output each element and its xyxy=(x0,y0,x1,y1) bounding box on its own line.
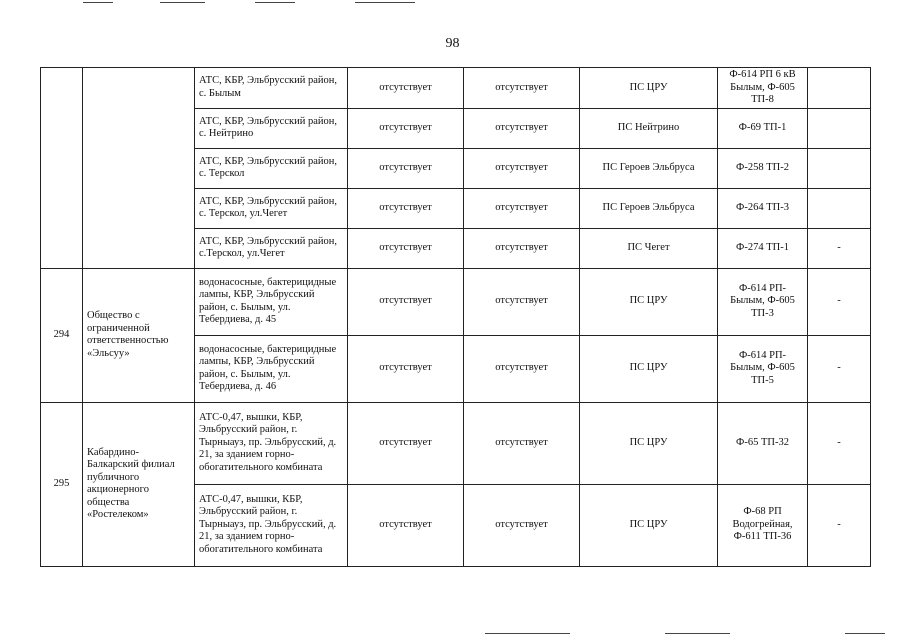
feeder-cell: Ф-65 ТП-32 xyxy=(718,402,808,484)
table-row xyxy=(41,402,871,484)
feeder-cell: Ф-258 ТП-2 xyxy=(718,148,808,188)
feeder-cell: Ф-614 РП-Былым, Ф-605 ТП-5 xyxy=(718,335,808,402)
substation-cell: ПС ЦРУ xyxy=(580,268,718,335)
col4-cell: отсутствует xyxy=(464,188,580,228)
col4-cell: отсутствует xyxy=(464,108,580,148)
substation-cell: ПС Героев Эльбруса xyxy=(580,188,718,228)
col3-cell: отсутствует xyxy=(348,108,464,148)
substation-cell: ПС ЦРУ xyxy=(580,335,718,402)
col3-cell: отсутствует xyxy=(348,335,464,402)
table-row xyxy=(41,68,871,109)
last-cell: - xyxy=(808,484,871,566)
substation-cell: ПС ЦРУ xyxy=(580,484,718,566)
object-cell: водонасосные, бактерицидные лампы, КБР, Эльбрусский район, с. Былым, ул. Тебердиева, д. 45 xyxy=(195,268,348,335)
document-table xyxy=(40,67,871,567)
row-number-cell xyxy=(41,68,83,269)
row-number-cell: 294 xyxy=(41,268,83,402)
feeder-cell: Ф-614 РП 6 кВ Былым, Ф-605 ТП-8 xyxy=(718,68,808,109)
feeder-cell: Ф-69 ТП-1 xyxy=(718,108,808,148)
last-cell xyxy=(808,148,871,188)
col3-cell: отсутствует xyxy=(348,484,464,566)
col4-cell: отсутствует xyxy=(464,68,580,109)
substation-cell: ПС Чегет xyxy=(580,228,718,268)
last-cell: - xyxy=(808,402,871,484)
last-cell: - xyxy=(808,228,871,268)
organization-cell: Кабардино-Балкарский филиал публичного акционерного общества «Ростелеком» xyxy=(83,402,195,566)
col4-cell: отсутствует xyxy=(464,335,580,402)
feeder-cell: Ф-614 РП-Былым, Ф-605 ТП-3 xyxy=(718,268,808,335)
feeder-cell: Ф-264 ТП-3 xyxy=(718,188,808,228)
object-cell: АТС, КБР, Эльбрусский район, с. Былым xyxy=(195,68,348,109)
bottom-rule-1 xyxy=(485,633,570,634)
col3-cell: отсутствует xyxy=(348,228,464,268)
col3-cell: отсутствует xyxy=(348,148,464,188)
feeder-cell: Ф-274 ТП-1 xyxy=(718,228,808,268)
table-row xyxy=(41,268,871,335)
col3-cell: отсутствует xyxy=(348,268,464,335)
last-cell: - xyxy=(808,268,871,335)
organization-cell: Общество с ограниченной ответственностью «Эльсуу» xyxy=(83,268,195,402)
top-rule-4 xyxy=(355,2,415,3)
object-cell: АТС, КБР, Эльбрусский район, с. Терскол, ул.Чегет xyxy=(195,188,348,228)
last-cell xyxy=(808,188,871,228)
row-number-cell: 295 xyxy=(41,402,83,566)
col3-cell: отсутствует xyxy=(348,188,464,228)
bottom-rule-2 xyxy=(665,633,730,634)
col4-cell: отсутствует xyxy=(464,228,580,268)
substation-cell: ПС ЦРУ xyxy=(580,68,718,109)
top-rule-3 xyxy=(255,2,295,3)
object-cell: АТС, КБР, Эльбрусский район, с. Нейтрино xyxy=(195,108,348,148)
bottom-rule-3 xyxy=(845,633,885,634)
col4-cell: отсутствует xyxy=(464,148,580,188)
col4-cell: отсутствует xyxy=(464,268,580,335)
page-number: 98 xyxy=(445,36,460,51)
last-cell: - xyxy=(808,335,871,402)
feeder-cell: Ф-68 РП Водогрейная, Ф-611 ТП-36 xyxy=(718,484,808,566)
substation-cell: ПС Нейтрино xyxy=(580,108,718,148)
object-cell: АТС, КБР, Эльбрусский район, с. Терскол xyxy=(195,148,348,188)
top-rule-2 xyxy=(160,2,205,3)
substation-cell: ПС ЦРУ xyxy=(580,402,718,484)
object-cell: АТС-0,47, вышки, КБР, Эльбрусский район, г. Тырныауз, пр. Эльбрусский, д. 21, за зданием горно-обогатительного комбината xyxy=(195,402,348,484)
col4-cell: отсутствует xyxy=(464,402,580,484)
top-rule-1 xyxy=(83,2,113,3)
organization-cell xyxy=(83,68,195,269)
last-cell xyxy=(808,108,871,148)
substation-cell: ПС Героев Эльбруса xyxy=(580,148,718,188)
object-cell: АТС-0,47, вышки, КБР, Эльбрусский район, г. Тырныауз, пр. Эльбрусский, д. 21, за зданием горно-обогатительного комбината xyxy=(195,484,348,566)
col4-cell: отсутствует xyxy=(464,484,580,566)
object-cell: АТС, КБР, Эльбрусский район, с.Терскол, ул.Чегет xyxy=(195,228,348,268)
col3-cell: отсутствует xyxy=(348,402,464,484)
last-cell xyxy=(808,68,871,109)
col3-cell: отсутствует xyxy=(348,68,464,109)
object-cell: водонасосные, бактерицидные лампы, КБР, Эльбрусский район, с. Былым, ул. Тебердиева, д. 46 xyxy=(195,335,348,402)
